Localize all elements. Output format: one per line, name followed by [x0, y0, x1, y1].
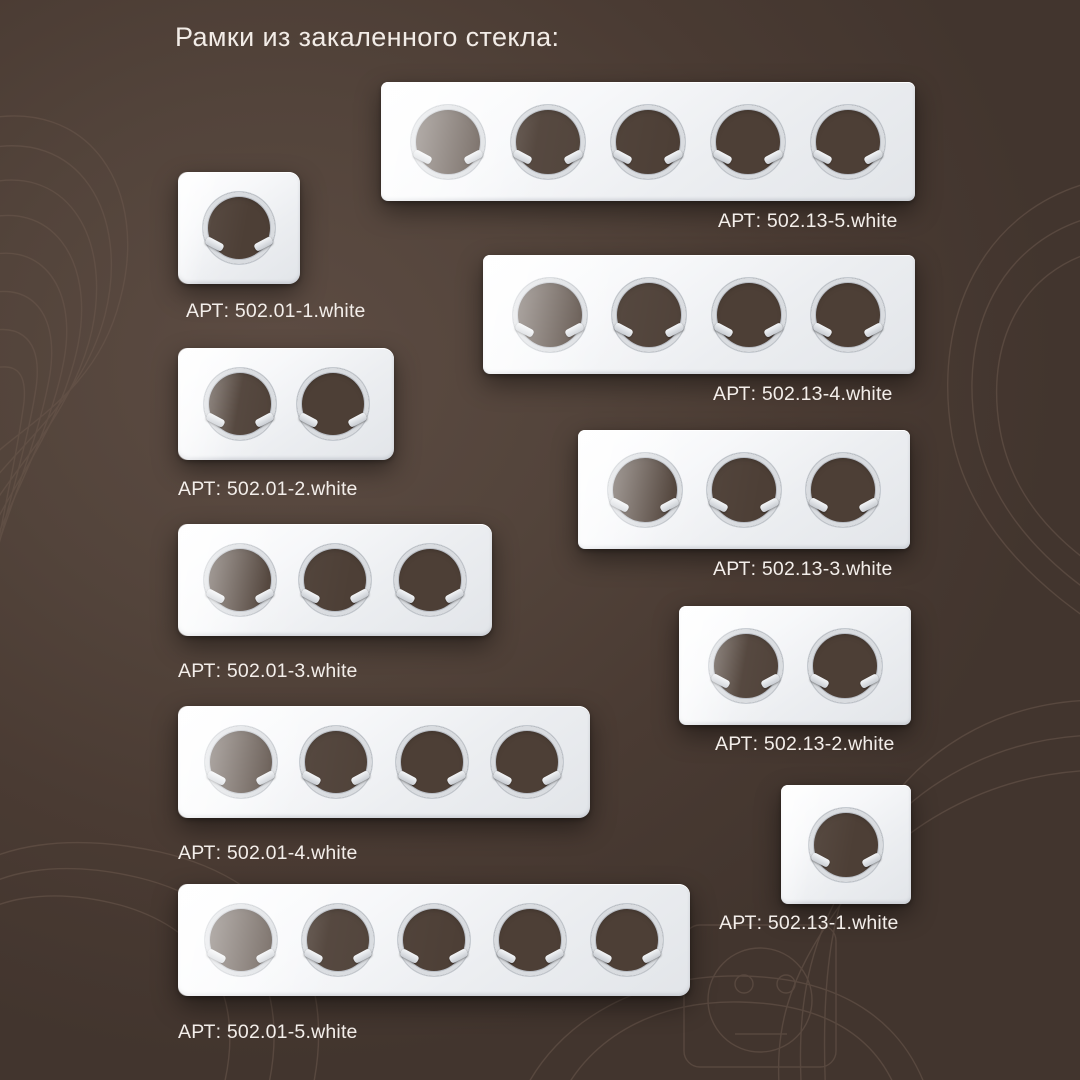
- mounting-tab-icon: [303, 948, 323, 964]
- product-caption: АРТ: 502.13-2.white: [715, 733, 895, 755]
- frame-opening: [205, 904, 277, 976]
- product-caption: АРТ: 502.01-4.white: [178, 842, 358, 864]
- frame-opening: [494, 904, 566, 976]
- frame-opening: [204, 368, 276, 440]
- mounting-tab-icon: [496, 948, 516, 964]
- mounting-tab-icon: [298, 412, 318, 428]
- mounting-tab-icon: [493, 770, 513, 786]
- product-caption: АРТ: 502.01-3.white: [178, 660, 358, 682]
- mounting-tab-icon: [708, 497, 729, 513]
- product-frame: [781, 785, 911, 904]
- frame-opening: [709, 629, 783, 703]
- mounting-tab-icon: [863, 149, 884, 165]
- mounting-tab-icon: [542, 770, 562, 786]
- frame-opening: [203, 192, 275, 264]
- frame-opening: [809, 808, 883, 882]
- product-caption: АРТ: 502.13-1.white: [719, 912, 899, 934]
- frame-opening: [712, 278, 786, 352]
- mounting-tab-icon: [863, 322, 884, 338]
- product-frame: [679, 606, 911, 725]
- mounting-tab-icon: [664, 322, 685, 338]
- mounting-tab-icon: [764, 322, 785, 338]
- mounting-tab-icon: [399, 948, 419, 964]
- frame-opening: [808, 629, 882, 703]
- mounting-tab-icon: [397, 770, 417, 786]
- frame-opening: [491, 726, 563, 798]
- frame-opening: [511, 105, 585, 179]
- mounting-tab-icon: [609, 497, 630, 513]
- mounting-tab-icon: [710, 673, 731, 689]
- frame-opening: [411, 105, 485, 179]
- mounting-tab-icon: [545, 948, 565, 964]
- frame-opening: [302, 904, 374, 976]
- product-frame: [178, 706, 590, 818]
- mounting-tab-icon: [206, 588, 226, 604]
- frame-opening: [204, 544, 276, 616]
- mounting-tab-icon: [207, 948, 227, 964]
- product-caption: АРТ: 502.13-5.white: [718, 210, 898, 232]
- frame-opening: [591, 904, 663, 976]
- mounting-tab-icon: [663, 149, 684, 165]
- mounting-tab-icon: [444, 588, 464, 604]
- mounting-tab-icon: [512, 149, 533, 165]
- mounting-tab-icon: [302, 770, 322, 786]
- mounting-tab-icon: [565, 322, 586, 338]
- mounting-tab-icon: [347, 412, 367, 428]
- frame-opening: [513, 278, 587, 352]
- mounting-tab-icon: [759, 497, 780, 513]
- product-caption: АРТ: 502.01-1.white: [186, 300, 366, 322]
- mounting-tab-icon: [351, 770, 371, 786]
- mounting-tab-icon: [352, 948, 372, 964]
- product-frame: [178, 172, 300, 284]
- mounting-tab-icon: [713, 322, 734, 338]
- mounting-tab-icon: [395, 588, 415, 604]
- product-frame: [381, 82, 915, 201]
- mounting-tab-icon: [254, 412, 274, 428]
- product-frame: [178, 348, 394, 460]
- product-caption: АРТ: 502.13-4.white: [713, 383, 893, 405]
- mounting-tab-icon: [641, 948, 661, 964]
- mounting-tab-icon: [300, 588, 320, 604]
- frame-opening: [205, 726, 277, 798]
- mounting-tab-icon: [813, 322, 834, 338]
- mounting-tab-icon: [256, 948, 276, 964]
- mounting-tab-icon: [614, 322, 635, 338]
- frame-opening: [811, 105, 885, 179]
- frame-opening: [396, 726, 468, 798]
- frame-opening: [300, 726, 372, 798]
- mounting-tab-icon: [858, 497, 879, 513]
- mounting-tab-icon: [810, 852, 831, 868]
- mounting-tab-icon: [448, 948, 468, 964]
- mounting-tab-icon: [463, 149, 484, 165]
- mounting-tab-icon: [659, 497, 680, 513]
- mounting-tab-icon: [204, 236, 224, 252]
- mounting-tab-icon: [514, 322, 535, 338]
- mounting-tab-icon: [446, 770, 466, 786]
- mounting-tab-icon: [349, 588, 369, 604]
- mounting-tab-icon: [712, 149, 733, 165]
- page-title: Рамки из закаленного стекла:: [175, 22, 560, 52]
- product-caption: АРТ: 502.01-2.white: [178, 478, 358, 500]
- mounting-tab-icon: [808, 497, 829, 513]
- frame-opening: [707, 453, 781, 527]
- mounting-tab-icon: [412, 149, 433, 165]
- frame-opening: [612, 278, 686, 352]
- mounting-tab-icon: [205, 412, 225, 428]
- mounting-tab-icon: [612, 149, 633, 165]
- frame-opening: [611, 105, 685, 179]
- product-frame: [178, 524, 492, 636]
- mounting-tab-icon: [563, 149, 584, 165]
- mounting-tab-icon: [255, 588, 275, 604]
- mounting-tab-icon: [253, 236, 273, 252]
- mounting-tab-icon: [812, 149, 833, 165]
- frame-opening: [297, 368, 369, 440]
- mounting-tab-icon: [861, 852, 882, 868]
- product-caption: АРТ: 502.01-5.white: [178, 1021, 358, 1043]
- frame-opening: [608, 453, 682, 527]
- mounting-tab-icon: [592, 948, 612, 964]
- frame-opening: [299, 544, 371, 616]
- product-frame: [578, 430, 910, 549]
- product-caption: АРТ: 502.13-3.white: [713, 558, 893, 580]
- mounting-tab-icon: [206, 770, 226, 786]
- mounting-tab-icon: [763, 149, 784, 165]
- mounting-tab-icon: [760, 673, 781, 689]
- frame-opening: [394, 544, 466, 616]
- frame-opening: [806, 453, 880, 527]
- mounting-tab-icon: [859, 673, 880, 689]
- frame-opening: [711, 105, 785, 179]
- mounting-tab-icon: [809, 673, 830, 689]
- frame-opening: [811, 278, 885, 352]
- product-frame: [483, 255, 915, 374]
- mounting-tab-icon: [255, 770, 275, 786]
- frame-opening: [398, 904, 470, 976]
- product-frame: [178, 884, 690, 996]
